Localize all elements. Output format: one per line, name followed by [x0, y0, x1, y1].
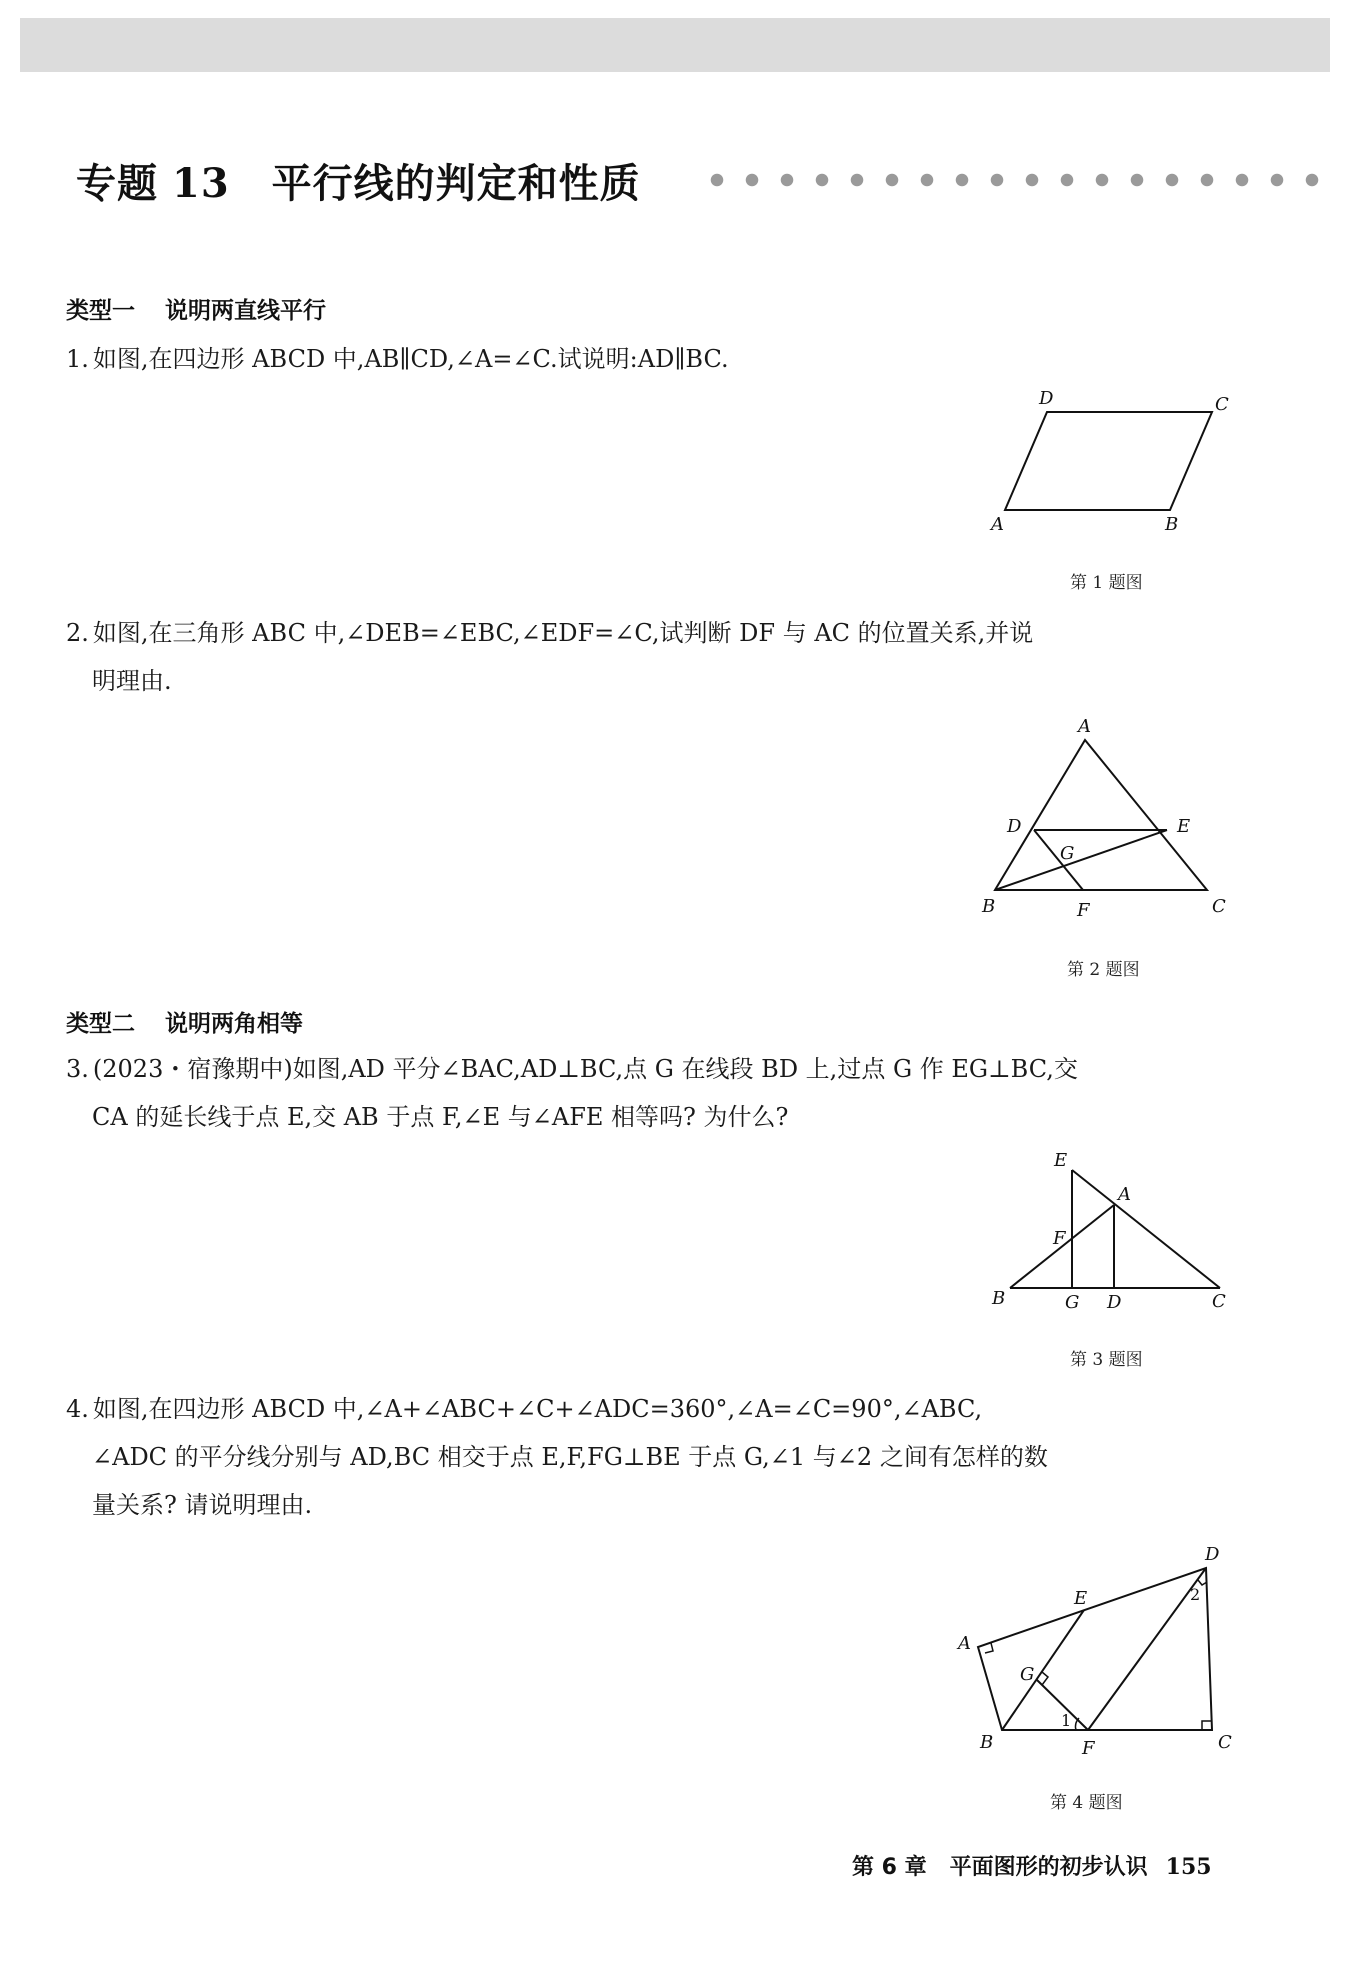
- problem-1: [66, 335, 1246, 383]
- point-label-d: D: [1107, 1292, 1122, 1313]
- page-number: 155: [1165, 1854, 1212, 1880]
- problem-text-line: 如图,在三角形 ABC 中,∠DEB=∠EBC,∠EDF=∠C,试判断 DF 与 AC 的位置关系,并说: [92, 619, 1034, 647]
- point-label-f: F: [1077, 900, 1090, 921]
- problem-number: 4.: [66, 1395, 89, 1423]
- chapter-title-number: 13: [172, 160, 230, 207]
- page-footer: [852, 1850, 1212, 1881]
- figure-4-caption: 第 4 题图: [1050, 1793, 1123, 1813]
- figure-3-caption: 第 3 题图: [1070, 1350, 1143, 1370]
- right-angle-mark-g: [1042, 1672, 1048, 1685]
- point-label-e: E: [1054, 1150, 1068, 1171]
- top-band: [20, 18, 1330, 72]
- problem-text-line: 如图,在四边形 ABCD 中,AB∥CD,∠A=∠C.试说明:AD∥BC.: [92, 345, 729, 373]
- parallelogram-abcd: [1005, 412, 1212, 510]
- problem-text-line: CA 的延长线于点 E,交 AB 于点 F,∠E 与∠AFE 相等吗? 为什么?: [92, 1103, 789, 1131]
- quadrilateral-abcd: [978, 1568, 1212, 1730]
- point-label-g: G: [1020, 1664, 1035, 1685]
- figure-2-diagram: [980, 716, 1230, 921]
- point-label-d: D: [1039, 388, 1054, 409]
- segment-be: [1002, 1610, 1084, 1730]
- point-label-a: A: [1078, 716, 1091, 737]
- section-label: 类型二: [66, 1011, 135, 1037]
- angle-label-1: 1: [1061, 1711, 1072, 1730]
- segment-df: [1088, 1568, 1206, 1730]
- segment-ce: [1072, 1170, 1220, 1288]
- point-label-g: G: [1065, 1292, 1080, 1313]
- section-label: 类型一: [66, 298, 135, 324]
- point-label-a: A: [1118, 1184, 1131, 1205]
- point-label-f: F: [1053, 1228, 1066, 1249]
- point-label-a: A: [958, 1633, 971, 1654]
- section-type-2: [66, 1005, 303, 1038]
- segment-df: [1034, 830, 1083, 890]
- point-label-b: B: [980, 1732, 994, 1753]
- problem-2: [66, 609, 1246, 705]
- point-label-d: D: [1205, 1544, 1220, 1565]
- footer-chapter: 第 6 章: [852, 1855, 927, 1880]
- point-label-a: A: [991, 514, 1004, 535]
- figure-3: [990, 1150, 1240, 1320]
- figure-1-caption: 第 1 题图: [1070, 573, 1143, 593]
- point-label-b: B: [1165, 514, 1179, 535]
- figure-1-diagram: [985, 390, 1235, 540]
- section-type-1: [66, 292, 326, 325]
- point-label-c: C: [1218, 1732, 1232, 1753]
- point-label-g: G: [1060, 843, 1075, 864]
- point-label-c: C: [1212, 896, 1226, 917]
- figure-3-diagram: [990, 1150, 1240, 1320]
- point-label-f: F: [1082, 1738, 1095, 1759]
- section-title: 说明两直线平行: [165, 298, 326, 324]
- angle-label-2: 2: [1190, 1585, 1201, 1604]
- problem-number: 1.: [66, 345, 89, 373]
- problem-text-line: 量关系? 请说明理由.: [92, 1491, 313, 1519]
- figure-2-caption: 第 2 题图: [1067, 960, 1140, 980]
- chapter-title-label: 专题: [76, 161, 158, 207]
- problem-4: [66, 1385, 1246, 1529]
- problem-text-line: (2023・宿豫期中)如图,AD 平分∠BAC,AD⊥BC,点 G 在线段 BD 上,过点 G 作 EG⊥BC,交: [92, 1055, 1078, 1083]
- figure-2: [980, 716, 1230, 921]
- point-label-e: E: [1177, 816, 1191, 837]
- figure-4: [950, 1540, 1240, 1760]
- chapter-title-text: 平行线的判定和性质: [271, 161, 641, 207]
- problem-3: [66, 1045, 1246, 1141]
- chapter-title: [76, 152, 641, 209]
- right-angle-mark-c: [1202, 1721, 1211, 1730]
- triangle-abc: [995, 740, 1207, 890]
- point-label-b: B: [992, 1288, 1006, 1309]
- point-label-d: D: [1007, 816, 1022, 837]
- problem-text-line: 如图,在四边形 ABCD 中,∠A+∠ABC+∠C+∠ADC=360°,∠A=∠C=90°,∠ABC,: [92, 1395, 983, 1423]
- problem-number: 3.: [66, 1055, 89, 1083]
- section-title: 说明两角相等: [165, 1011, 303, 1037]
- figure-4-diagram: [950, 1540, 1240, 1760]
- segment-be: [995, 830, 1167, 890]
- point-label-b: B: [982, 896, 996, 917]
- decorative-dots: [710, 173, 1340, 187]
- footer-chapter-title: 平面图形的初步认识: [949, 1855, 1148, 1880]
- problem-number: 2.: [66, 619, 89, 647]
- point-label-e: E: [1074, 1588, 1088, 1609]
- problem-text-line: 明理由.: [92, 667, 172, 695]
- point-label-c: C: [1215, 394, 1229, 415]
- figure-1: [985, 390, 1235, 540]
- problem-text-line: ∠ADC 的平分线分别与 AD,BC 相交于点 E,F,FG⊥BE 于点 G,∠1 与∠2 之间有怎样的数: [92, 1443, 1048, 1471]
- point-label-c: C: [1212, 1291, 1226, 1312]
